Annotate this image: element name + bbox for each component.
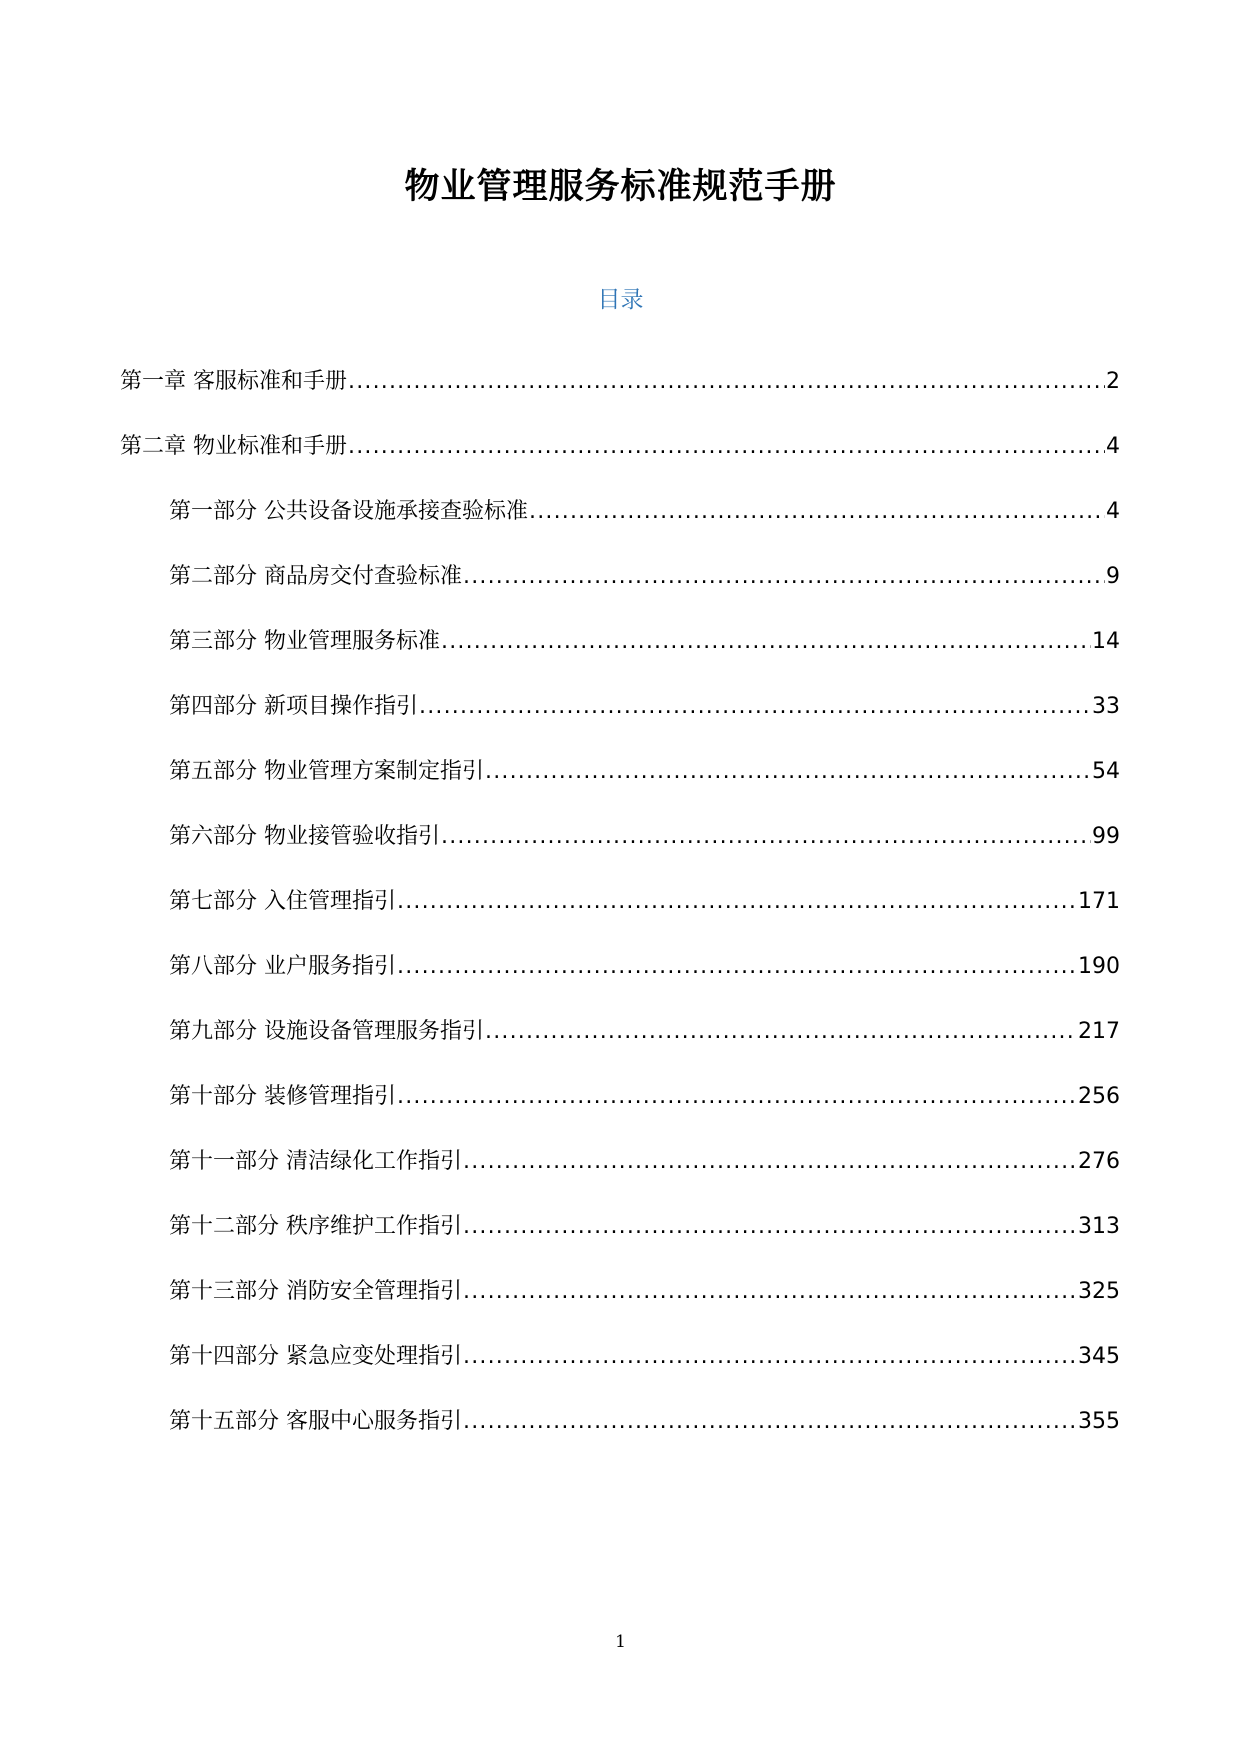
toc-dot-leader: [348, 429, 1105, 465]
toc-entry-page: 2: [1106, 369, 1120, 394]
toc-entry-label: 第十三部分 消防安全管理指引: [169, 1279, 462, 1304]
toc-entry[interactable]: [169, 559, 1120, 624]
toc-entry-page: 355: [1078, 1409, 1120, 1434]
toc-entry-label: 第十四部分 紧急应变处理指引: [169, 1344, 462, 1369]
toc-dot-leader: [348, 364, 1105, 400]
toc-dot-leader: [463, 1339, 1077, 1375]
toc-entry-label: 第一部分 公共设备设施承接查验标准: [169, 499, 528, 524]
toc-entry[interactable]: [169, 624, 1120, 689]
toc-entry[interactable]: [120, 364, 1120, 429]
toc-dot-leader: [463, 559, 1105, 595]
toc-dot-leader: [463, 1274, 1077, 1310]
toc-entry-label: 第十一部分 清洁绿化工作指引: [169, 1149, 462, 1174]
toc-entry[interactable]: [169, 1079, 1120, 1144]
toc-dot-leader: [397, 884, 1077, 920]
toc-dot-leader: [441, 819, 1091, 855]
toc-dot-leader: [485, 754, 1091, 790]
toc-dot-leader: [419, 689, 1091, 725]
toc-entry-label: 第二章 物业标准和手册: [120, 434, 347, 459]
toc-entry-page: 4: [1106, 434, 1120, 459]
toc-entry-page: 313: [1078, 1214, 1120, 1239]
toc-entry[interactable]: [169, 1209, 1120, 1274]
toc-entry-page: 9: [1106, 564, 1120, 589]
document-title: 物业管理服务标准规范手册: [404, 167, 837, 207]
toc-entry-page: 217: [1078, 1019, 1120, 1044]
toc-entry-label: 第十二部分 秩序维护工作指引: [169, 1214, 462, 1239]
toc-entry[interactable]: [169, 1014, 1120, 1079]
toc-entry-page: 276: [1078, 1149, 1120, 1174]
toc-entry-label: 第六部分 物业接管验收指引: [169, 824, 440, 849]
toc-dot-leader: [529, 494, 1105, 530]
toc-entry-page: 14: [1092, 629, 1120, 654]
toc-entry-page: 99: [1092, 824, 1120, 849]
toc-entry-label: 第四部分 新项目操作指引: [169, 694, 418, 719]
toc-entry-label: 第一章 客服标准和手册: [120, 369, 347, 394]
toc-entry-label: 第七部分 入住管理指引: [169, 889, 396, 914]
toc-dot-leader: [397, 1079, 1077, 1115]
toc-entry[interactable]: [169, 819, 1120, 884]
toc-dot-leader: [463, 1209, 1077, 1245]
toc-entry-page: 256: [1078, 1084, 1120, 1109]
toc-entry[interactable]: [169, 1274, 1120, 1339]
toc-entry-page: 4: [1106, 499, 1120, 524]
toc-entry-label: 第十五部分 客服中心服务指引: [169, 1409, 462, 1434]
toc-heading: 目录: [597, 287, 644, 313]
toc-entry-page: 325: [1078, 1279, 1120, 1304]
toc-dot-leader: [441, 624, 1091, 660]
table-of-contents: [120, 364, 1120, 1469]
toc-entry-label: 第五部分 物业管理方案制定指引: [169, 759, 484, 784]
page-number: 1: [615, 1632, 626, 1652]
toc-entry-label: 第二部分 商品房交付查验标准: [169, 564, 462, 589]
toc-entry[interactable]: [169, 1144, 1120, 1209]
toc-dot-leader: [485, 1014, 1077, 1050]
toc-entry[interactable]: [120, 429, 1120, 494]
toc-dot-leader: [463, 1144, 1077, 1180]
toc-entry-label: 第十部分 装修管理指引: [169, 1084, 396, 1109]
toc-entry[interactable]: [169, 884, 1120, 949]
toc-entry-page: 190: [1078, 954, 1120, 979]
toc-dot-leader: [397, 949, 1077, 985]
toc-entry-label: 第九部分 设施设备管理服务指引: [169, 1019, 484, 1044]
toc-entry[interactable]: [169, 689, 1120, 754]
toc-dot-leader: [463, 1404, 1077, 1440]
toc-entry-page: 33: [1092, 694, 1120, 719]
toc-entry[interactable]: [169, 949, 1120, 1014]
toc-entry-label: 第八部分 业户服务指引: [169, 954, 396, 979]
toc-entry-page: 345: [1078, 1344, 1120, 1369]
toc-entry-label: 第三部分 物业管理服务标准: [169, 629, 440, 654]
toc-entry-page: 171: [1078, 889, 1120, 914]
toc-entry[interactable]: [169, 754, 1120, 819]
toc-entry[interactable]: [169, 1339, 1120, 1404]
toc-entry[interactable]: [169, 494, 1120, 559]
toc-entry-page: 54: [1092, 759, 1120, 784]
toc-entry[interactable]: [169, 1404, 1120, 1469]
